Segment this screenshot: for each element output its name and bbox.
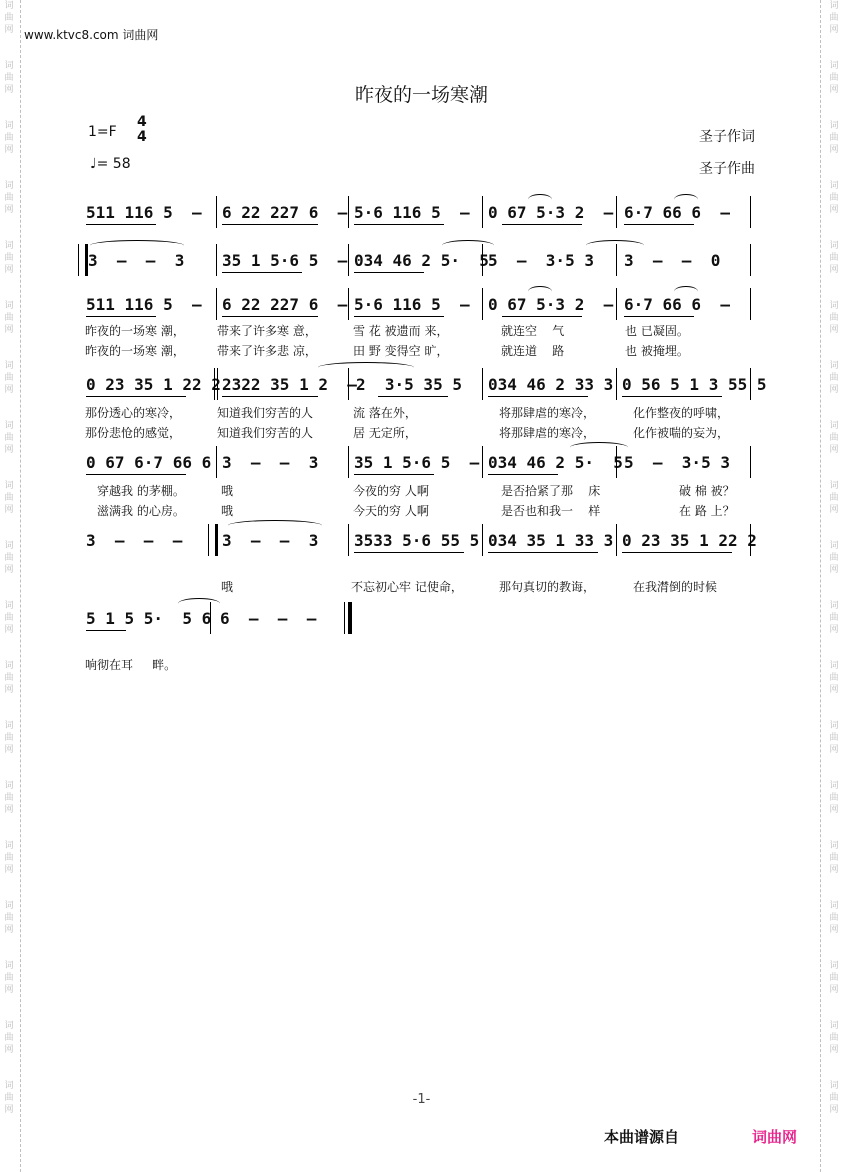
lyric: 今夜的穷 人啊 bbox=[353, 484, 429, 498]
measure: 034 46 2 33 3 bbox=[488, 375, 614, 394]
underline bbox=[502, 316, 582, 317]
measure: 034 46 2 5· 5 bbox=[488, 453, 623, 472]
margin-line-left bbox=[20, 0, 21, 1172]
lyrics-verse-1 bbox=[85, 656, 765, 684]
watermark-glyph: 词 曲 网 bbox=[829, 61, 839, 95]
underline bbox=[86, 630, 126, 631]
measure: 5·6 116 5 – bbox=[354, 295, 470, 314]
repeat-barline bbox=[208, 524, 218, 556]
watermark-glyph: 词 曲 网 bbox=[4, 361, 14, 395]
slur bbox=[228, 520, 322, 531]
measure: 511 116 5 – bbox=[86, 295, 202, 314]
measure: 0 67 6·7 66 6 bbox=[86, 453, 212, 472]
underline bbox=[222, 316, 318, 317]
lyric: 雪 花 被遗而 来， bbox=[353, 324, 449, 338]
watermark-glyph: 词 曲 网 bbox=[4, 301, 14, 335]
key-signature: 1=F bbox=[88, 124, 117, 140]
watermark-glyph: 词 曲 网 bbox=[829, 841, 839, 875]
watermark-glyph: 词 曲 网 bbox=[4, 661, 14, 695]
measure: 3533 5·6 55 5 bbox=[354, 531, 480, 550]
lyric: 化作被喘的妄为， bbox=[633, 426, 730, 440]
composer-credit: 圣子作曲 bbox=[699, 161, 755, 177]
lyric: 穿越我 的茅棚。 bbox=[97, 484, 185, 498]
barline bbox=[616, 524, 617, 556]
lyric: 今天的穷 人啊 bbox=[353, 504, 429, 518]
measure: 6 22 227 6 – bbox=[222, 203, 348, 222]
watermark-glyph: 词 曲 网 bbox=[829, 121, 839, 155]
watermark-glyph: 词 曲 网 bbox=[829, 781, 839, 815]
barline bbox=[482, 446, 483, 478]
lyric: 就连道 路 bbox=[501, 344, 565, 358]
lyric: 是否也和我一 样 bbox=[501, 504, 601, 518]
measure: 6·7 66 6 – bbox=[624, 203, 730, 222]
lyric: 昨夜的一场寒 潮， bbox=[85, 344, 185, 358]
score-system-6 bbox=[82, 530, 762, 564]
lyric: 也 被掩埋。 bbox=[625, 344, 689, 358]
slur bbox=[90, 240, 184, 251]
underline bbox=[488, 396, 588, 397]
lyric: 流 落在外， bbox=[353, 406, 417, 420]
slur bbox=[318, 362, 414, 373]
lyric: 知道我们穷苦的人 bbox=[217, 426, 314, 440]
measure: 0 67 5·3 2 – bbox=[488, 295, 614, 314]
underline bbox=[222, 396, 318, 397]
barline bbox=[616, 196, 617, 228]
barline bbox=[216, 446, 217, 478]
barline bbox=[482, 288, 483, 320]
barline bbox=[616, 288, 617, 320]
watermark-glyph: 词 曲 网 bbox=[829, 901, 839, 935]
lyric: 哦 bbox=[221, 504, 234, 518]
watermark-glyph: 词 曲 网 bbox=[4, 61, 14, 95]
measure: 6 – – – bbox=[220, 609, 317, 628]
underline bbox=[86, 224, 156, 225]
barline bbox=[750, 196, 751, 228]
underline bbox=[624, 316, 694, 317]
lyric: 哦 bbox=[221, 580, 234, 594]
barline bbox=[348, 244, 349, 276]
page-title: 昨夜的一场寒潮 bbox=[354, 84, 488, 106]
measure: 3 – – 3 bbox=[222, 531, 319, 550]
lyric: 化作整夜的呼啸， bbox=[633, 406, 730, 420]
lyric: 带来了许多悲 凉， bbox=[217, 344, 317, 358]
underline bbox=[378, 396, 448, 397]
lyric: 那份悲怆的感觉， bbox=[85, 426, 182, 440]
watermark-left bbox=[2, 0, 16, 1172]
lyric: 就连空 气 bbox=[501, 324, 565, 338]
watermark-glyph: 词 曲 网 bbox=[4, 601, 14, 635]
lyricist-credit: 圣子作词 bbox=[699, 129, 755, 145]
score-system-2 bbox=[82, 250, 762, 284]
watermark-glyph: 词 曲 网 bbox=[829, 241, 839, 275]
measure: 0 23 35 1 22 2 bbox=[86, 375, 221, 394]
watermark-glyph: 词 曲 网 bbox=[829, 1081, 839, 1115]
measure: 3 – – 3 bbox=[88, 251, 185, 270]
watermark-glyph: 词 曲 网 bbox=[4, 721, 14, 755]
score-system-1 bbox=[82, 202, 762, 236]
slur bbox=[570, 442, 628, 453]
final-barline bbox=[348, 602, 352, 634]
watermark-glyph: 词 曲 网 bbox=[4, 121, 14, 155]
barline bbox=[482, 196, 483, 228]
underline bbox=[354, 272, 424, 273]
barline bbox=[482, 524, 483, 556]
watermark-glyph: 词 曲 网 bbox=[4, 961, 14, 995]
underline bbox=[622, 552, 732, 553]
score-system-5 bbox=[82, 452, 762, 486]
measure: 511 116 5 – bbox=[86, 203, 202, 222]
lyric: 那份透心的寒冷， bbox=[85, 406, 182, 420]
watermark-glyph: 词 曲 网 bbox=[4, 241, 14, 275]
watermark-glyph: 词 曲 网 bbox=[4, 1, 14, 35]
score-system-7 bbox=[82, 608, 762, 642]
underline bbox=[622, 396, 722, 397]
barline bbox=[750, 288, 751, 320]
underline bbox=[354, 474, 434, 475]
slur bbox=[674, 194, 698, 205]
underline bbox=[86, 316, 156, 317]
watermark-glyph: 词 曲 网 bbox=[829, 601, 839, 635]
lyric: 在我潸倒的时候 bbox=[633, 580, 718, 594]
tempo-marking: ♩= 58 bbox=[90, 156, 131, 172]
watermark-glyph: 词 曲 网 bbox=[4, 1081, 14, 1115]
underline bbox=[222, 272, 302, 273]
watermark-glyph: 词 曲 网 bbox=[829, 361, 839, 395]
underline bbox=[502, 224, 582, 225]
page-number: -1- bbox=[412, 1092, 431, 1107]
barline bbox=[216, 196, 217, 228]
measure: 6·7 66 6 – bbox=[624, 295, 730, 314]
measure: 034 46 2 5· 5 bbox=[354, 251, 489, 270]
watermark-glyph: 词 曲 网 bbox=[4, 901, 14, 935]
barline bbox=[616, 368, 617, 400]
measure: 034 35 1 33 3 bbox=[488, 531, 614, 550]
barline bbox=[214, 368, 221, 400]
slur bbox=[586, 240, 644, 251]
watermark-glyph: 词 曲 网 bbox=[4, 1021, 14, 1055]
lyric: 知道我们穷苦的人 bbox=[217, 406, 314, 420]
watermark-glyph: 词 曲 网 bbox=[829, 541, 839, 575]
watermark-glyph: 词 曲 网 bbox=[829, 1021, 839, 1055]
barline bbox=[750, 524, 751, 556]
watermark-glyph: 词 曲 网 bbox=[829, 1, 839, 35]
watermark-glyph: 词 曲 网 bbox=[4, 781, 14, 815]
lyric: 在 路 上？ bbox=[679, 504, 735, 518]
watermark-glyph: 词 曲 网 bbox=[4, 181, 14, 215]
watermark-glyph: 词 曲 网 bbox=[829, 421, 839, 455]
measure: 6 22 227 6 – bbox=[222, 295, 348, 314]
lyric: 破 棉 被？ bbox=[679, 484, 735, 498]
barline bbox=[348, 196, 349, 228]
lyric: 不忘初心牢 记使命， bbox=[351, 580, 463, 594]
underline bbox=[488, 552, 598, 553]
lyric: 昨夜的一场寒 潮， bbox=[85, 324, 185, 338]
watermark-glyph: 词 曲 网 bbox=[4, 481, 14, 515]
slur bbox=[674, 286, 698, 297]
underline bbox=[222, 224, 318, 225]
margin-line-right bbox=[820, 0, 821, 1172]
measure: 0 67 5·3 2 – bbox=[488, 203, 614, 222]
measure: 0 23 35 1 22 2 bbox=[622, 531, 757, 550]
barline bbox=[750, 244, 751, 276]
barline bbox=[750, 446, 751, 478]
barline bbox=[348, 288, 349, 320]
underline bbox=[86, 396, 186, 397]
barline bbox=[750, 368, 751, 400]
measure: 3 – – 0 bbox=[624, 251, 721, 270]
measure: 0 56 5 1 3 55 5 bbox=[622, 375, 767, 394]
measure: 5 – 3·5 3 bbox=[624, 453, 730, 472]
measure: 2 3·5 35 5 bbox=[356, 375, 462, 394]
lyric: 带来了许多寒 意， bbox=[217, 324, 317, 338]
slur bbox=[178, 598, 220, 609]
lyric: 居 无定所， bbox=[353, 426, 417, 440]
lyric: 滋满我 的心房。 bbox=[97, 504, 185, 518]
source-site-link[interactable]: 词曲网 bbox=[752, 1128, 798, 1146]
watermark-glyph: 词 曲 网 bbox=[4, 841, 14, 875]
underline bbox=[624, 224, 694, 225]
measure: 3 – – 3 bbox=[222, 453, 319, 472]
watermark-glyph: 词 曲 网 bbox=[829, 721, 839, 755]
watermark-glyph: 词 曲 网 bbox=[829, 181, 839, 215]
measure: 35 1 5·6 5 – bbox=[222, 251, 348, 270]
watermark-right bbox=[827, 0, 841, 1172]
lyric: 那句真切的教诲， bbox=[499, 580, 596, 594]
barline bbox=[348, 446, 349, 478]
watermark-glyph: 词 曲 网 bbox=[4, 541, 14, 575]
time-signature-bottom: 4 bbox=[137, 129, 147, 145]
time-signature-top: 4 bbox=[137, 114, 147, 130]
barline bbox=[482, 368, 483, 400]
measure: 35 1 5·6 5 – bbox=[354, 453, 480, 472]
measure: 3 – – – bbox=[86, 531, 183, 550]
barline bbox=[216, 244, 217, 276]
measure: 5 1 5 5· 5 6 bbox=[86, 609, 212, 628]
slur bbox=[528, 194, 552, 205]
time-signature bbox=[137, 115, 147, 145]
slur bbox=[528, 286, 552, 297]
watermark-glyph: 词 曲 网 bbox=[829, 481, 839, 515]
underline bbox=[354, 224, 444, 225]
lyric: 将那肆虐的寒冷， bbox=[499, 406, 596, 420]
measure: 5 – 3·5 3 bbox=[488, 251, 594, 270]
underline bbox=[354, 316, 444, 317]
lyric: 是否拾紧了那 床 bbox=[501, 484, 601, 498]
underline bbox=[354, 552, 464, 553]
repeat-barline bbox=[78, 244, 88, 276]
watermark-glyph: 词 曲 网 bbox=[829, 661, 839, 695]
lyric: 将那肆虐的寒冷， bbox=[499, 426, 596, 440]
underline bbox=[86, 474, 186, 475]
source-label: 本曲谱源自 bbox=[604, 1128, 680, 1146]
lyric: 田 野 变得空 旷， bbox=[353, 344, 449, 358]
barline bbox=[216, 288, 217, 320]
watermark-glyph: 词 曲 网 bbox=[4, 421, 14, 455]
lyric: 响彻在耳 畔。 bbox=[85, 658, 177, 672]
barline bbox=[348, 524, 349, 556]
watermark-glyph: 词 曲 网 bbox=[829, 301, 839, 335]
underline bbox=[488, 474, 558, 475]
slur bbox=[442, 240, 494, 251]
watermark-glyph: 词 曲 网 bbox=[829, 961, 839, 995]
measure: 5·6 116 5 – bbox=[354, 203, 470, 222]
measure: 2322 35 1 2 – bbox=[222, 375, 357, 394]
lyric: 哦 bbox=[221, 484, 234, 498]
score-system-4 bbox=[82, 374, 767, 408]
lyric: 也 已凝固。 bbox=[625, 324, 689, 338]
site-url[interactable]: www.ktvc8.com 词曲网 bbox=[24, 28, 159, 42]
